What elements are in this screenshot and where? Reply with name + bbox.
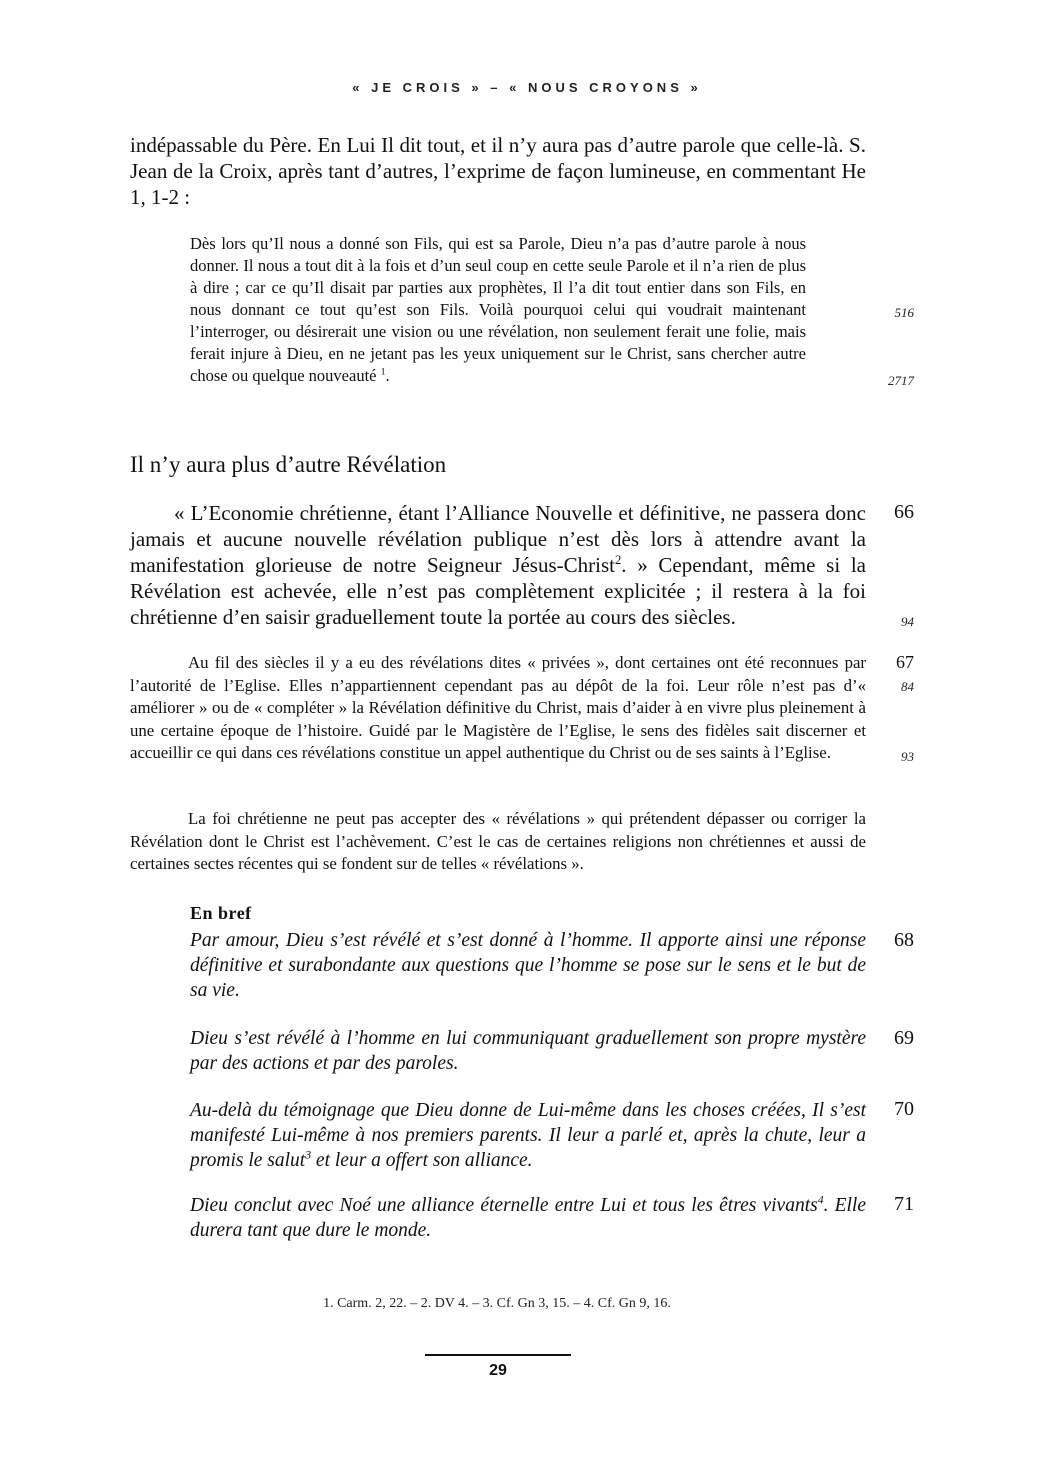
margin-ref: 94 [901, 614, 914, 629]
section-heading: Il n’y aura plus d’autre Révélation [130, 452, 447, 477]
quote-text: Dès lors qu’Il nous a donné son Fils, qui est sa Parole, Dieu n’a pas d’autre parole à nous donner. Il nous a tout dit à la fois et d’un seul coup en cette seule Parole et il n’a rien de plus à dire ; car ce qu’Il disait par parties aux prophètes, Il l’a dit tout entier dans son Fils, en nous donnant ce tout qu’est son Fils. Voilà pourquoi celui qui voudrait maintenant l’interroger, ou désirerait une vision ou une révélation, non seulement ferait une folie, mais ferait injure à Dieu, en ne jetant pas les yeux uniquement sur le Christ, sans chercher autre chose ou quelque nouveauté [190, 234, 806, 385]
footnote-ref: 3 [305, 1148, 312, 1162]
margin-ref: 84 [901, 679, 914, 694]
en-bref-title [190, 903, 252, 924]
footnote-ref: 4 [817, 1193, 824, 1207]
paragraph-number: 66 [894, 501, 914, 523]
paragraph-number: 68 [894, 929, 914, 951]
page-number-rule [425, 1354, 571, 1356]
paragraph-number: 71 [894, 1193, 914, 1215]
bref-item-text: Au-delà du témoignage que Dieu donne de Lui-même dans les choses créées, Il s’est manifesté Lui-même à nos premiers parents. Il leur a parlé et, après la chute, leur a promis le salut [190, 1100, 866, 1171]
bref-item-text: Par amour, Dieu s’est révélé et s’est donné à l’homme. Il apporte ainsi une réponse définitive et surabondante aux questions que l’homme se pose sur le sens et le but de sa vie. [190, 930, 866, 1001]
intro-paragraph: indépassable du Père. En Lui Il dit tout, et il n’y aura pas d’autre parole que celle-là. S. Jean de la Croix, après tant d’autres, l’exprime de façon lumineuse, en commentant He 1, 1-2 : [130, 133, 866, 209]
bref-item-text: Dieu s’est révélé à l’homme en lui communiquant graduellement son propre mystère par des actions et par des paroles. [190, 1028, 866, 1074]
footnote-ref: 1 [380, 366, 386, 378]
paragraph-number: 67 [896, 652, 914, 672]
bref-item-text-end: . Elle durera tant que dure le monde. [190, 1195, 867, 1241]
margin-ref: 2717 [888, 373, 914, 388]
bref-item [190, 1193, 866, 1243]
paragraph-66-text-end: . » Cependant, même si la Révélation est achevée, elle n’est pas complètement explicitée ; il restera à la foi chrétienne d’en saisir graduellement toute la portée au cours des siècles. [130, 553, 866, 629]
paragraph-67: Au fil des siècles il y a eu des révélations dites « privées », dont certaines ont été reconnues par l’autorité de l’Eglise. Elles n’appartiennent cependant pas au dépôt de la foi. Leur rôle n’est pas d’« améliorer » ou de « compléter » la Révélation définitive du Christ, mais d’aider à en vivre plus pleinement à une certaine époque de l’histoire. Guidé par le Magistère de l’Eglise, le sens des fidèles sait discerner et accueillir ce qui dans ces révélations constitue un appel authentique du Christ ou de ses saints à l’Eglise. [130, 653, 866, 763]
paragraph-number: 69 [894, 1027, 914, 1049]
footnotes: 1. Carm. 2, 22. – 2. DV 4. – 3. Cf. Gn 3, 15. – 4. Cf. Gn 9, 16. [323, 1296, 671, 1311]
paragraph-after-67: La foi chrétienne ne peut pas accepter des « révélations » qui prétendent dépasser ou corriger la Révélation dont le Christ est l’achèvement. C’est le cas de certaines religions non chrétiennes et aussi de certaines sectes récentes qui se fondent sur de telles « révélations ». [130, 809, 866, 874]
paragraph-number: 70 [894, 1098, 914, 1120]
footnote-ref: 2 [615, 553, 622, 567]
bref-item-text: Dieu conclut avec Noé une alliance éternelle entre Lui et tous les êtres vivants [190, 1195, 818, 1216]
quote-end: . [385, 366, 390, 385]
bref-item [190, 1098, 866, 1173]
bref-item [190, 1026, 866, 1076]
margin-ref: 516 [894, 305, 914, 320]
bref-item [190, 928, 866, 1003]
margin-ref: 93 [901, 749, 914, 764]
en-bref-title-text: En bref [190, 903, 252, 923]
paragraph-66 [130, 500, 866, 630]
running-head: « JE CROIS » – « NOUS CROYONS » [352, 80, 702, 95]
bref-item-text-end: et leur a offert son alliance. [311, 1150, 533, 1171]
paragraph-66-text: « L’Economie chrétienne, étant l’Alliance Nouvelle et définitive, ne passera donc jamais et aucune nouvelle révélation publique n’est dès lors à attendre avant la manifestation glorieuse de notre Seigneur Jésus-Christ [130, 501, 866, 577]
page-number: 29 [489, 1362, 507, 1379]
block-quote [190, 233, 806, 387]
